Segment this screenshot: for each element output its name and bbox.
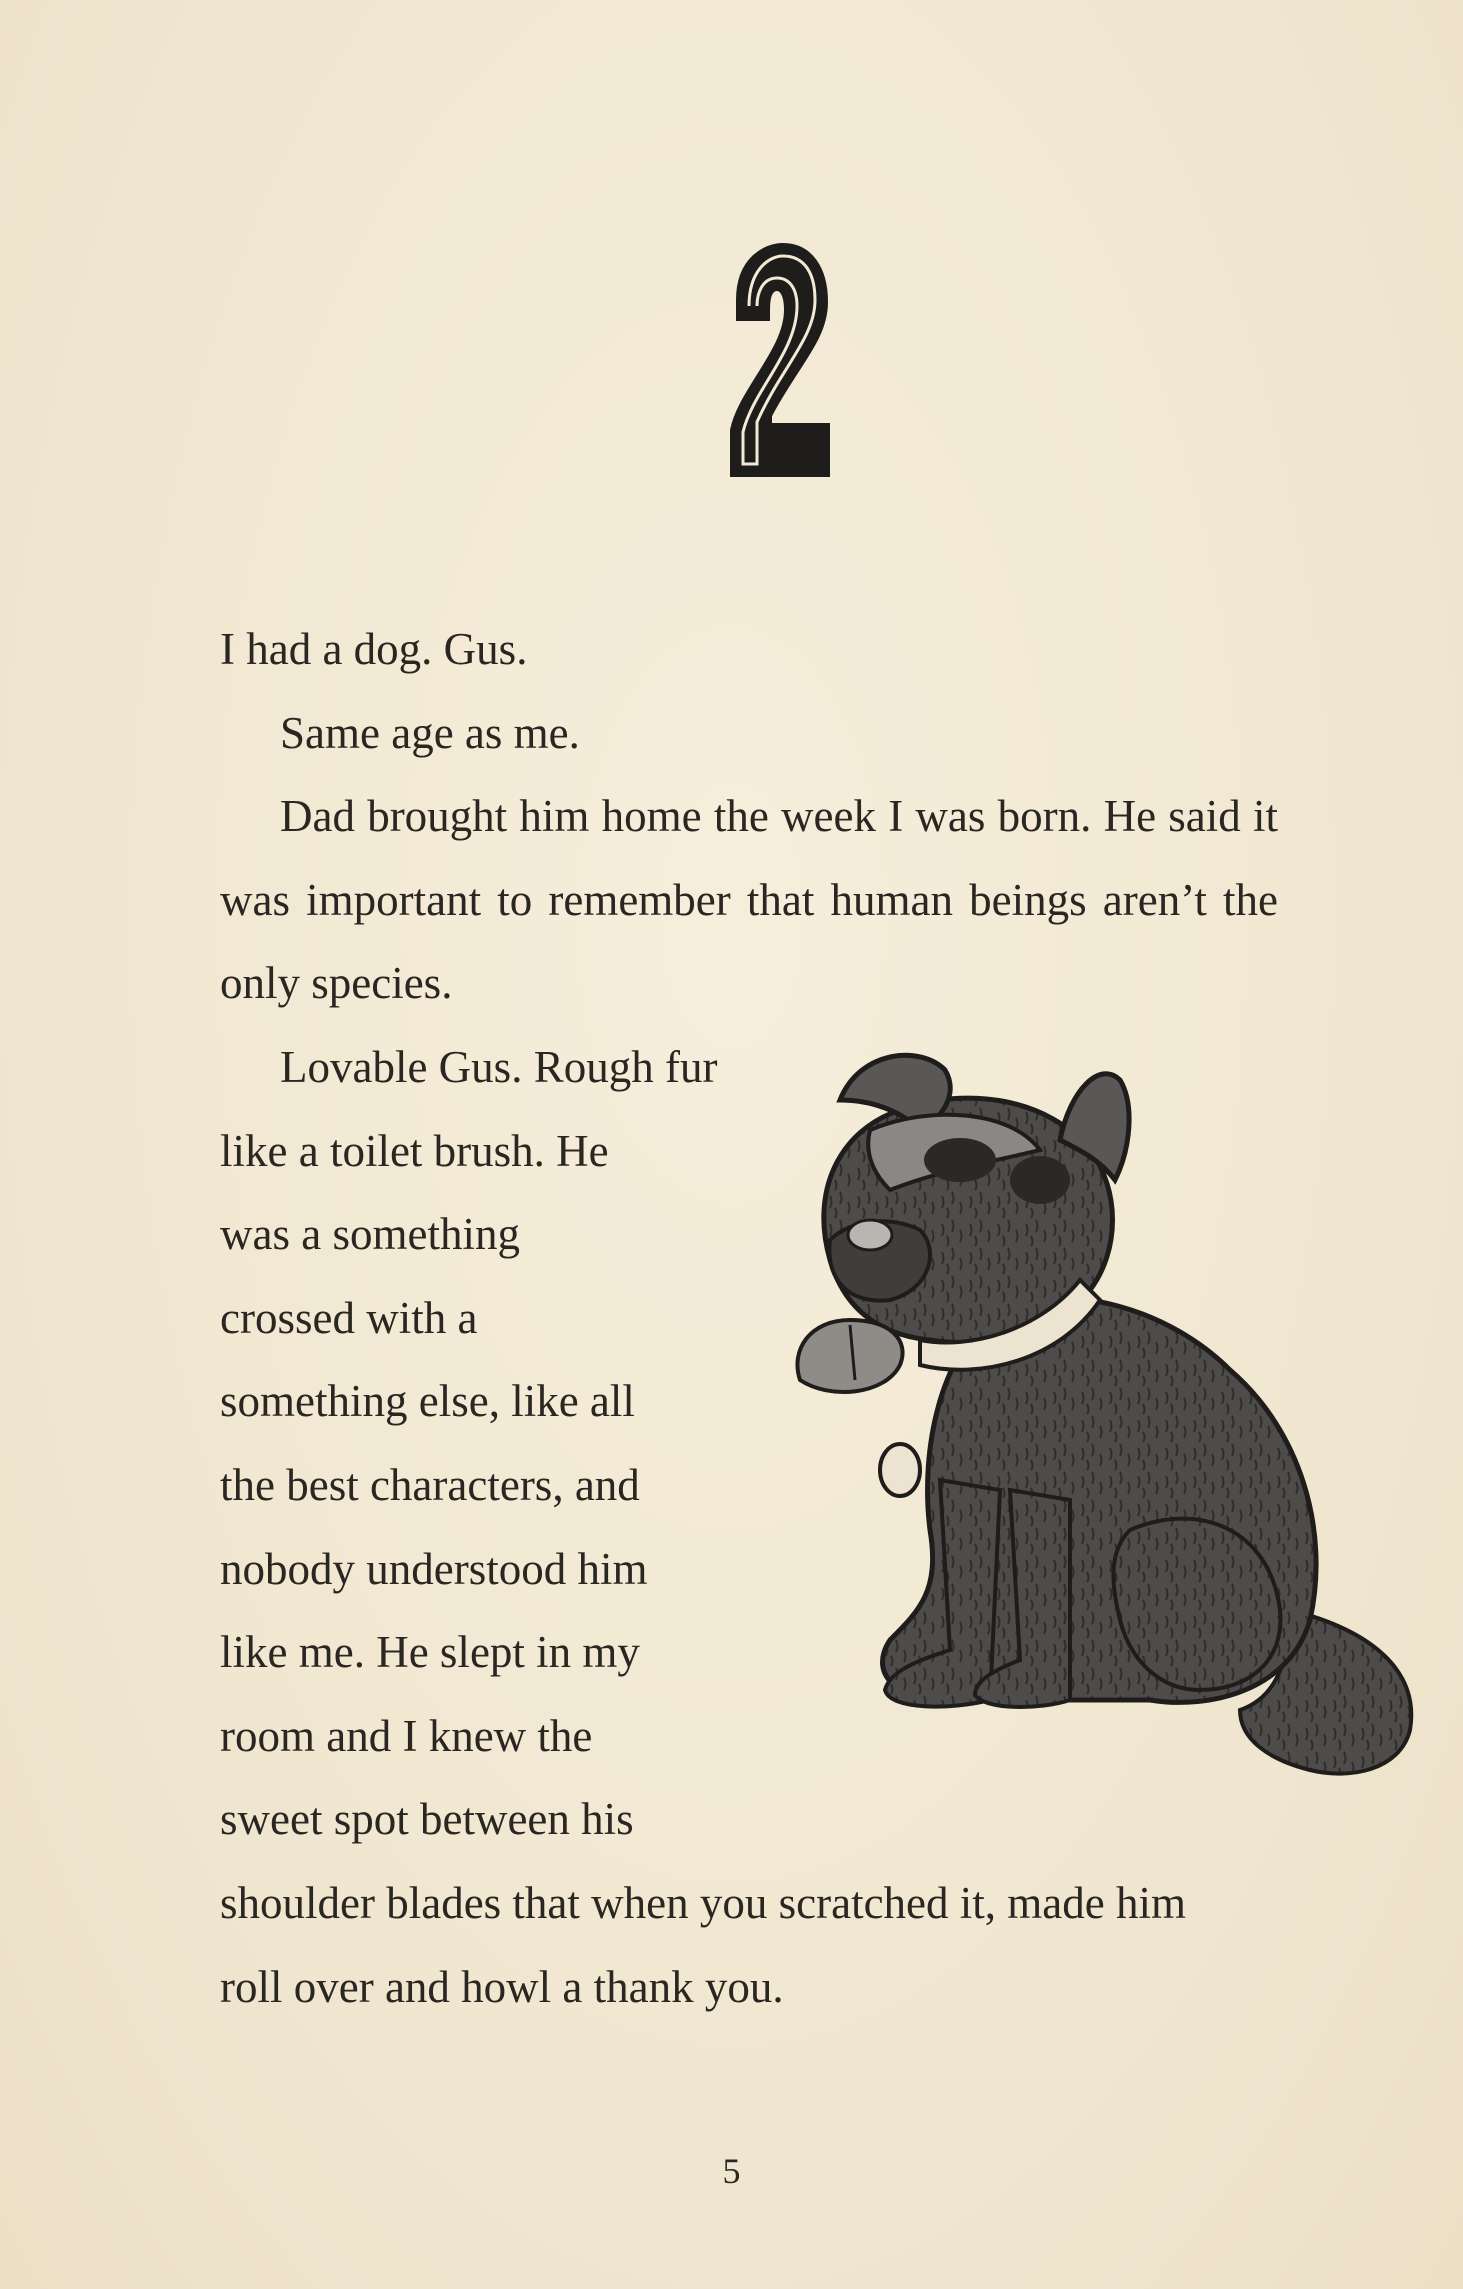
- page-number: 5: [722, 2151, 741, 2191]
- wrapped-line: like a toilet brush. He: [220, 1125, 609, 1176]
- wrapped-line: room and I knew the: [220, 1710, 593, 1761]
- wrapped-line: was a something: [220, 1209, 520, 1260]
- paragraph-2: Same age as me.: [280, 707, 580, 758]
- chapter-number: [725, 240, 835, 480]
- wrapped-line: nobody understood him: [220, 1543, 648, 1594]
- wrapped-continuation: shoulder blades that when you scratched it, made him roll over and howl a thank you.: [220, 1877, 1186, 2012]
- wrapped-line: the best characters, and: [220, 1459, 640, 1510]
- dog-illustration: [770, 1050, 1430, 1830]
- paragraph-3: Dad brought him home the week I was born. He said it was important to remember that human beings aren’t the only species.: [220, 791, 1278, 1009]
- wrapped-line: Lovable Gus. Rough fur: [280, 1041, 718, 1092]
- wrapped-line: like me. He slept in my: [220, 1627, 640, 1678]
- paragraph-1: I had a dog. Gus.: [220, 624, 528, 674]
- wrapped-line: sweet spot between his: [220, 1794, 634, 1845]
- wrapped-line: something else, like all: [220, 1376, 635, 1427]
- wrapped-line: crossed with a: [220, 1292, 478, 1343]
